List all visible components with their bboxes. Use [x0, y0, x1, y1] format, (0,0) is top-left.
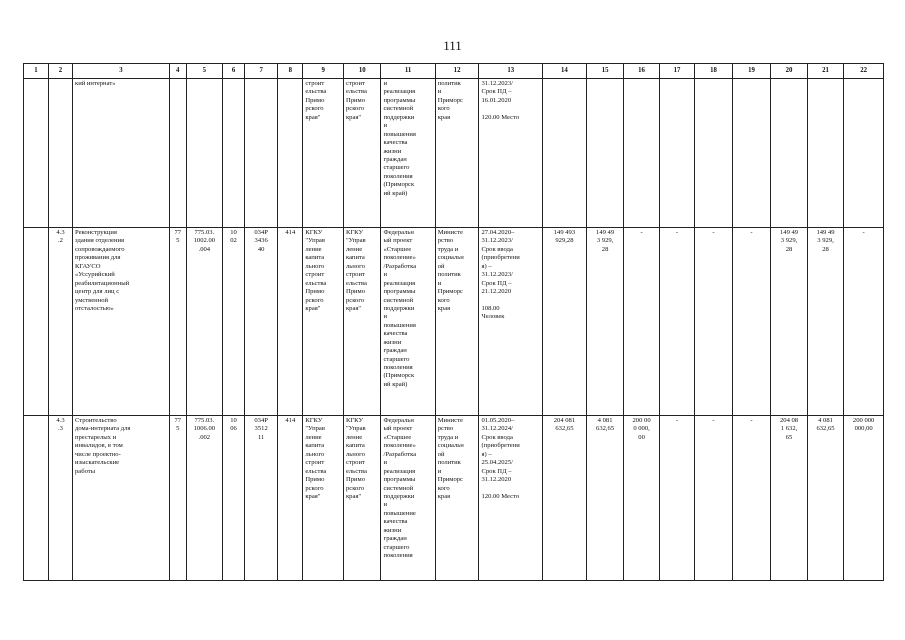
- cell-item-number: 4.3 .3: [49, 416, 73, 581]
- cell-timeline: 31.12.2023/ Срок ПД – 16.01.2020 120.00 Место: [479, 79, 543, 228]
- cell-col-22: -: [844, 228, 884, 416]
- column-header: 22: [844, 64, 884, 79]
- column-header: 20: [771, 64, 807, 79]
- cell-col-17: [659, 79, 694, 228]
- cell-col-14: 204 081 632,65: [543, 416, 587, 581]
- cell-col-17: -: [659, 228, 694, 416]
- column-header: 3: [72, 64, 169, 79]
- cell-col-21: [807, 79, 843, 228]
- cell-col-22: [844, 79, 884, 228]
- cell-col-17: -: [659, 416, 694, 581]
- cell-col-19: -: [732, 416, 771, 581]
- column-header: 21: [807, 64, 843, 79]
- cell-col-5: 775.03. 1002.00 .004: [186, 228, 222, 416]
- cell-col-1: [24, 416, 49, 581]
- cell-developer: КГКУ "Управ ление капита льного строит ельства Примо рского края": [343, 228, 381, 416]
- column-header: 6: [223, 64, 245, 79]
- table-row: [24, 228, 884, 416]
- cell-col-7: 034Р 3512 11: [244, 416, 277, 581]
- cell-object-name: Реконструкция здания отделения сопровождаемого проживания для КГАУСО «Уссурийский реабилитационный центр для лиц с умственной отсталостью»: [72, 228, 169, 416]
- column-header: 14: [543, 64, 587, 79]
- cell-col-7: [244, 79, 277, 228]
- cell-col-1: [24, 228, 49, 416]
- column-header: 5: [186, 64, 222, 79]
- table-row: [24, 416, 884, 581]
- cell-col-21: 4 081 632,65: [807, 416, 843, 581]
- header-row: [24, 64, 884, 79]
- cell-col-20: 149 49 3 929, 28: [771, 228, 807, 416]
- cell-col-6: [223, 79, 245, 228]
- column-header: 2: [49, 64, 73, 79]
- cell-col-15: 149 49 3 929, 28: [586, 228, 624, 416]
- cell-col-14: 149 493 929,28: [543, 228, 587, 416]
- cell-col-7: 034Р 3436 40: [244, 228, 277, 416]
- column-header: 17: [659, 64, 694, 79]
- cell-ministry: политик и Приморс кого края: [435, 79, 479, 228]
- cell-col-20: [771, 79, 807, 228]
- cell-col-21: 149 49 3 929, 28: [807, 228, 843, 416]
- cell-col-18: -: [695, 228, 733, 416]
- cell-customer: КГКУ "Управ ление капита льного строит ельства Примо рского края": [303, 416, 344, 581]
- column-header: 18: [695, 64, 733, 79]
- cell-col-19: -: [732, 228, 771, 416]
- column-header: 13: [479, 64, 543, 79]
- cell-ministry: Министе рство труда и социальн ой политик и Приморс кого края: [435, 228, 479, 416]
- table-row: [24, 79, 884, 228]
- cell-col-6: 10 02: [223, 228, 245, 416]
- cell-col-20: 204 08 1 632, 65: [771, 416, 807, 581]
- column-header: 16: [624, 64, 659, 79]
- cell-col-18: [695, 79, 733, 228]
- cell-col-5: [186, 79, 222, 228]
- cell-col-18: -: [695, 416, 733, 581]
- column-header: 15: [586, 64, 624, 79]
- cell-ministry: Министе рство труда и социальн ой политик и Приморс кого края: [435, 416, 479, 581]
- cell-col-15: 4 081 632,65: [586, 416, 624, 581]
- budget-table: [23, 63, 884, 581]
- cell-col-4: 77 5: [169, 228, 186, 416]
- cell-col-4: 77 5: [169, 416, 186, 581]
- cell-item-number: 4.3 .2: [49, 228, 73, 416]
- cell-developer: строит ельства Примо рского края": [343, 79, 381, 228]
- page-number: 111: [443, 38, 462, 53]
- cell-col-8: 414: [278, 228, 303, 416]
- cell-timeline: 27.04.2020– 31.12.2023/ Срок ввода (приобретени я) – 31.12.2023/ Срок ПД – 21.12.2020 108.00 Человек: [479, 228, 543, 416]
- cell-customer: КГКУ "Управ ление капита льного строит ельства Примо рского края": [303, 228, 344, 416]
- cell-col-1: [24, 79, 49, 228]
- column-header: 10: [343, 64, 381, 79]
- cell-developer: КГКУ "Управ ление капита льного строит ельства Примо рского края": [343, 416, 381, 581]
- cell-col-5: 775.03. 1006.00 .002: [186, 416, 222, 581]
- cell-object-name: кий интернат»: [72, 79, 169, 228]
- column-header: 19: [732, 64, 771, 79]
- cell-col-8: [278, 79, 303, 228]
- column-header: 1: [24, 64, 49, 79]
- cell-col-4: [169, 79, 186, 228]
- cell-project: и реализация программы системной поддержки и повышения качества жизни граждан старшего поколения (Приморск ий край): [381, 79, 435, 228]
- cell-col-16: -: [624, 228, 659, 416]
- cell-project: Федеральн ый проект «Старшее поколение» /Разработка и реализация программы системной поддержки и повышения качества жизни граждан старшего поколения (Приморск ий край): [381, 228, 435, 416]
- cell-col-6: 10 06: [223, 416, 245, 581]
- cell-col-14: [543, 79, 587, 228]
- column-header: 4: [169, 64, 186, 79]
- cell-col-19: [732, 79, 771, 228]
- cell-timeline: 01.05.2020– 31.12.2024/ Срок ввода (приобретени я) – 25.04.2025/ Срок ПД – 31.12.2020 120.00 Место: [479, 416, 543, 581]
- cell-customer: строит ельства Примо рского края": [303, 79, 344, 228]
- cell-col-15: [586, 79, 624, 228]
- column-header: 12: [435, 64, 479, 79]
- column-header: 11: [381, 64, 435, 79]
- column-header: 9: [303, 64, 344, 79]
- cell-col-16: [624, 79, 659, 228]
- column-header: 7: [244, 64, 277, 79]
- cell-col-8: 414: [278, 416, 303, 581]
- cell-col-16: 200 00 0 000, 00: [624, 416, 659, 581]
- cell-item-number: [49, 79, 73, 228]
- cell-object-name: Строительство дома-интерната для престарелых и инвалидов, в том числе проектно- изыскательские работы: [72, 416, 169, 581]
- cell-col-22: 200 000 000,00: [844, 416, 884, 581]
- column-header: 8: [278, 64, 303, 79]
- cell-project: Федеральн ый проект «Старшее поколение» /Разработка и реализация программы системной поддержки и повышение качества жизни граждан старшего поколения: [381, 416, 435, 581]
